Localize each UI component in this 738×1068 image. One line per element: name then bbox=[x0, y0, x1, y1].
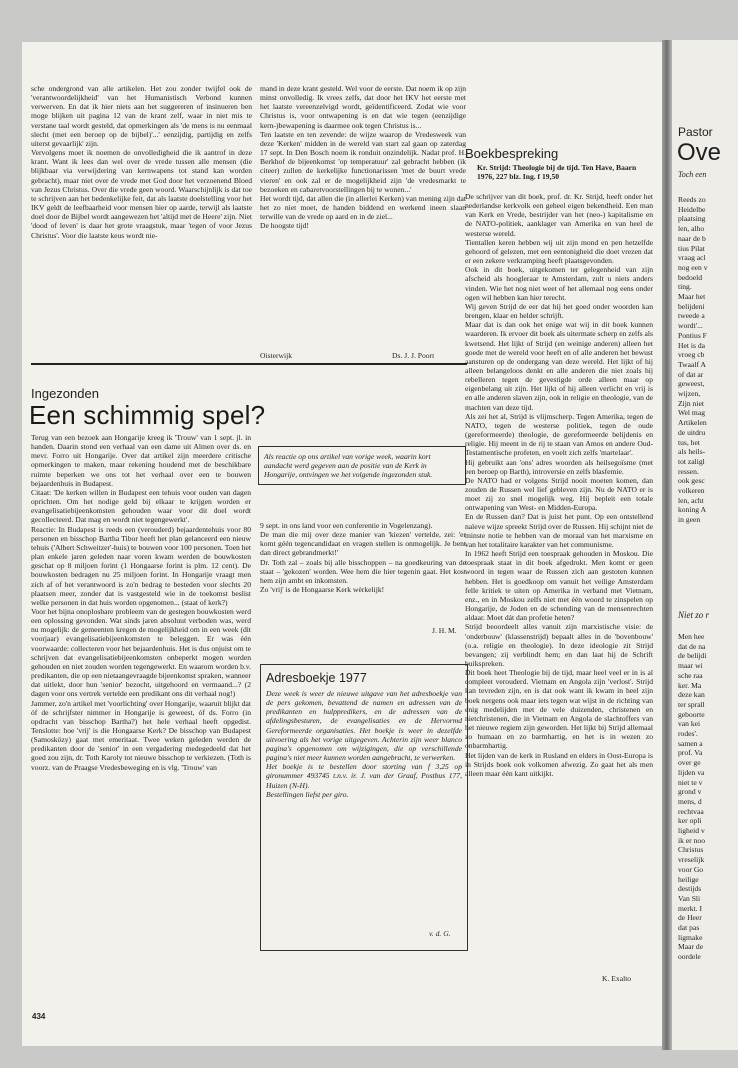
adresboekje-author: v. d. G. bbox=[429, 929, 451, 938]
book-reference: Kr. Strijd: Theologie bij de tijd. Ten Have, Baarn 1976, 227 blz. Ing. f 19,50 bbox=[477, 163, 637, 182]
right-line: van kei bbox=[678, 719, 701, 729]
right-line: vraag acl bbox=[678, 253, 706, 263]
boekbespreking-title: Boekbespreking bbox=[465, 146, 559, 161]
adresboekje-box bbox=[260, 664, 468, 951]
right-line: nog een v bbox=[678, 262, 708, 272]
right-line: geweest, bbox=[678, 379, 705, 389]
right-line: als heils- bbox=[678, 447, 706, 457]
right-line: vreselijk bbox=[678, 855, 705, 865]
adresboekje-body: Deze week is weer de nieuwe uitgave van het adresboekje van de pers gekomen, bevattend de namen en adressen van de predikanten en hulppredikers, en de adressen van de afdelingsbesturen, de evangelisaties en de Hervormd Gereformeerde organisaties. Het boekje is weer in dezelfde uitvoering als het vorige uitgegeven. Achterin zijn weer blanco pagina's opgenomen om wijzigingen, die op verschillende pagina's niet meer kunnen worden aangebracht, te verwerken. Het boekje is te bestellen door storting van f 3,25 op gironummer 493745 t.n.v. ir. J. van der Graaf, Postbus 177, Huizen (N-H). Bestellingen liefst per giro. bbox=[266, 689, 462, 799]
right-line: naar de b bbox=[678, 233, 706, 243]
right-subhead: Niet zo r bbox=[678, 610, 710, 620]
right-line: samen a bbox=[678, 738, 703, 748]
right-line: over ge bbox=[678, 758, 701, 768]
right-line: rechtvaa bbox=[678, 806, 704, 816]
right-line: geboorte bbox=[678, 709, 705, 719]
column-ingezonden-2: 9 sept. in ons land voor een conferentie in Vogelenzang). De man die mij over deze manier van 'kiezen' vertelde, zei: 'er komt géén tegencandidaat en vragen stellen is onmogelijk. Je bent dan direct gebrandmerkt!' Dr. Toth zal – zoals bij alle bisschoppen – na goedkeuring van de staat – 'gekozen' worden. Wee hem die hier tegenin gaat. Het kost hem zijn ambt en inkomsten. Zo 'vrij' is de Hongaarse Kerk wèrkelijk! bbox=[260, 521, 466, 595]
right-line: ressen. bbox=[678, 466, 699, 476]
right-line: deze kan bbox=[678, 690, 705, 700]
right-line: Het is da bbox=[678, 340, 705, 350]
right-line: ik er noo bbox=[678, 835, 705, 845]
right-line: heilige bbox=[678, 874, 699, 884]
right-line: ker. Ma bbox=[678, 680, 702, 690]
right-section-label: Pastor bbox=[678, 125, 713, 139]
column-boekbespreking: De schrijver van dit boek, prof. dr. Kr. Strijd, heeft onder het nederlandse kerkvolk een geheel eigen bekendheid. Een man van Kerk en Vrede, bestrijder van het (neo-) kapitalisme en de NATO-politiek, aanklager van Amerika en van heel de westerse wereld. Tientallen keren hebben wij uit zijn mond en pen hetzelfde gehoord of gelezen, met een eentonigheid die doet vrezen dat er een zekere verkramping heeft plaatsgevonden. Ook in dit boek, uitgekomen ter gelegenheid van zijn afscheid als hoogleraar te Amsterdam, zult u niets anders vinden. Wie het nog niet weet of het allemaal nog eens onder ogen wil hebben kan hier terecht. Wij geven Strijd de eer dat hij het goed onder woorden kan brengen, klaar en helder schrijft. Maar dat is dan ook het enige wat wij in dit boek kunnen waarderen. Ik ervoer dit boek als uitermate scherp en zelfs als kwetsend. Het lijkt of Strijd (en weinige anderen) alleen het goede met de wereld voor heeft en of alle anderen het bewust aansturen op de ondergang van deze wereld. Het lijkt of hij alleen belangeloos denkt en alle anderen die niet zoals hij rebelleren tegen de gevestigde orde alleen maar op eigenbelang uit zijn. Het lijkt of hij alleen verlicht en vrij is en alle anderen slaven zijn, ook in religie en theologie, van de machten van deze tijd. Als zei het al, Strijd is vlijmscherp. Tegen Amerika, tegen de NATO, tegen de westerse politiek, tegen de oude (gereformeerde) theologie, de gereformeerde belijdenis en religie. Hij meent in de rij te staan van Amos en andere Oud-Testamentische profeten, en voelt zich zelfs 'martelaar'. Hij gebruikt aan 'ons' adres woorden als heilsegoïsme (met een beroep op Barth), introversie en zelfs blasfemie. De NATO had er volgens Strijd nooit moeten komen, dan zouden de Russen wel lief gebleven zijn. Nu de NATO er is moet zij zo snel mogelijk weg. Hij bepleit een totale ontwapening van West- en Midden-Europa. En de Russen dan? Dat is juist het punt. Op een ontstellend naïeve wijze spreekt Strijd over de Russen. Hij schijnt niet de minste notie te hebben van de moraal van het marxisme en van het totalitaire karakter van het communisme. In 1962 heeft Strijd een toespraak gehouden in Moskou. Die toespraak staat in dit boek afgedrukt. Men komt er geen woord in tegen waar de Russen zich aan gestoten kunnen hebben. Het is goedkoop om vanuit het veilige Amsterdam felle kritiek te uiten op Amerika in verband met Vietnam, enz., en in Moskou zelfs niet met één woord te zinspelen op Hongarije, de Joden en de schending van de mensenrechten aldaar. Moet dát dan profetie heten? Strijd beoordeelt alles vanuit zijn marxistische visie: de 'onderbouw' (klassenstrijd) bepaalt alles in de 'bovenbouw' (o.a. religie en theologie). In deze ideologie zit Strijd bevangen; zij verblindt hem; en dan laat hij de Schrift buikspreken. Dit boek heet Theologie bij de tijd, maar heel veel er in is al compleet verouderd. Vietnam en Angola zijn 'verlost'. Strijd kan tevreden zijn, en is dat ook want ik kwam in heel zijn boek nergens ook maar iets tegen wat wijst in de richting van enig medelijden met de vele duizenden, christenen en nietchristenen, die in Vietnam en Angola de slachtoffers van het nieuwe regiem zijn geworden. Het lijkt bij Strijd allemaal zo humaan en zo barmhartig, en het is in wezen zo onbarmhartig. Het lijden van de kerk in Rusland en elders in Oost-Europa is in Strijds boek ook volkomen afwezig. Zo gaat het als men alleen maar één kant uitkijkt. bbox=[465, 192, 653, 778]
right-line: Heidelbe bbox=[678, 204, 706, 214]
ingezonden-author: J. H. M. bbox=[432, 626, 457, 635]
column-top-2: mand in deze krant gesteld. Wel voor de eerste. Dat noem ik op zijn minst onvolledig. Ik vrees zelfs, dat door het IKV het eerste met het laatste vereenzelvigd wordt, geïdentificeerd. Zodat wie voor Christus is, voor ontwapening is en dat wie tegen (eenzijdige kern-)bewapening is daarmee ook tegen Christus is... Ten laatste en ten zevende: de wijze waarop de Vredesweek van deze 'Kerken' midden in de wereld van start zal gaan op zaterdag 17 sept. In Den Bosch noem ik ronduit onzindelijk. Nadat prof. H. Berkhof de bijeenkomst 'op temperatuur' zal gebracht hebben (ik citeer) zullen de kerkelijke functionarissen 'met de buurt vrede vieren' en ook zal er de mogelijkheid zijn 'de vredesmarkt te bezoeken en cabaretvoorstellingen bij te wonen...' Het wordt tijd, dat allen die (in allerlei Kerken) van mening zijn dat het zo niet moet, de handen biddend en werkend ineen slaan terwille van de vrede op aard en in de ziel... De hoogste tijd! bbox=[260, 84, 466, 231]
right-line: lijden va bbox=[678, 767, 705, 777]
right-line: ligmake bbox=[678, 932, 703, 942]
right-line: dat de na bbox=[678, 641, 706, 651]
right-line: ligheid v bbox=[678, 826, 705, 835]
editor-note-box: Als reactie op ons artikel van vorige week, waarin kort aandacht werd gegeven aan de positie van de Kerk in Hongarije, ontvingen we het volgende ingezonden stuk. bbox=[258, 446, 466, 485]
right-line: of dat ar bbox=[678, 369, 704, 379]
right-line: destijds bbox=[678, 884, 702, 894]
right-line: tot zaligl bbox=[678, 456, 705, 466]
right-line: Maar de bbox=[678, 942, 704, 952]
right-line: mens, d bbox=[678, 796, 702, 806]
right-line: voor Go bbox=[678, 864, 704, 874]
right-line: dat pas bbox=[678, 923, 700, 932]
right-line: len, acht bbox=[678, 495, 704, 505]
right-line: Christus bbox=[678, 845, 704, 855]
right-line: ker opli bbox=[678, 816, 702, 826]
right-line: prof. Va bbox=[678, 748, 703, 758]
letter-place: Oisterwijk bbox=[260, 351, 293, 360]
right-line: Twaalf A bbox=[678, 359, 706, 369]
right-line: Wel mag bbox=[678, 408, 706, 418]
right-line: maar wi bbox=[678, 661, 703, 671]
boekbespreking-author: K. Exalto bbox=[602, 974, 632, 983]
right-line: tius Pilat bbox=[678, 243, 705, 253]
adresboekje-title: Adresboekje 1977 bbox=[266, 671, 367, 685]
right-line: wordt'... bbox=[678, 321, 703, 331]
right-line: Artikelen bbox=[678, 418, 707, 428]
right-line: niet te v bbox=[678, 777, 703, 787]
right-line: Reeds zo bbox=[678, 195, 706, 204]
right-line: tweede a bbox=[678, 311, 705, 321]
right-line: ting. bbox=[678, 282, 692, 292]
right-line: Zijn niet bbox=[678, 398, 704, 408]
right-line: belijdeni bbox=[678, 301, 705, 311]
right-line: de belijdi bbox=[678, 651, 707, 661]
right-line: bedoeld bbox=[678, 272, 703, 282]
right-line: vroeg cb bbox=[678, 350, 705, 360]
column-top-1: sche ondergrond van alle artikelen. Het zou zonder twijfel ook de 'verantwoordelijkheid' van het Humanistisch Verbond kunnen verwerven. En dat ik hier niets aan het suggereren of insinueren ben moge blijken uit pagina 12 van de krant zelf, waar in niet mis te verstane taal wordt gesteld, dat opmerkingen als 'de mens is nu eenmaal slecht (met een beroep op de bijbel)'...' eenzijdig, partijdig en zelfs uiterst gevaarlijk' zijn. Vervolgens moet ik noemen de onvolledigheid die ik aantrof in deze krant. Want ik lees dan wel over de vrede tussen alle mensen (die blijkbaar via verwijdering van kernwapens tot stand kan worden gebracht), maar niet over de vrede met God door het verzoenend Bloed van Jezus Christus. Over die vrede geen woord. Waarschijnlijk is dat toe te schrijven aan het bedenkelijke feit, dat als laatste doelstelling voor het IKV geldt de leefbaarheid voor mensen hier op aarde, terwijl als laatste doel door de Bijbel wordt aangewezen het 'altijd met de Heere' zijn. Niet 'dood of leven' is daar het grote vraagstuk, maar 'tegen of voor Jezus Christus'. Voor die laatste keus wordt nie- bbox=[31, 84, 252, 240]
right-line: Van Sli bbox=[678, 893, 701, 903]
right-line: koning A bbox=[678, 505, 707, 515]
page-gutter bbox=[662, 40, 672, 1050]
right-line: de Heer bbox=[678, 913, 702, 923]
right-line: Men hee bbox=[678, 632, 705, 641]
right-line: merkt. I bbox=[678, 903, 703, 913]
section-label: Ingezonden bbox=[31, 386, 99, 401]
right-line: ook gesc bbox=[678, 476, 705, 486]
right-line: de uitdru bbox=[678, 427, 706, 437]
page-number: 434 bbox=[32, 1012, 46, 1021]
right-line: oordele bbox=[678, 952, 701, 962]
right-article-title: Ove bbox=[677, 139, 722, 166]
right-line: Maar het bbox=[678, 292, 706, 301]
right-line: in geen bbox=[678, 515, 701, 525]
right-line: volkeren bbox=[678, 486, 705, 495]
right-line: grond v bbox=[678, 787, 702, 797]
divider-rule bbox=[31, 363, 467, 365]
right-line: sche raa bbox=[678, 670, 703, 680]
right-line: rodes'. bbox=[678, 729, 698, 738]
column-ingezonden-1: Terug van een bezoek aan Hongarije kreeg ik 'Trouw' van 1 sept. jl. in handen. Daarin stond een verhaal van een dame uit Almen over ds. en mevr. Forro uit Hongarije. Over dat artikel zijn meerdere critische opmerkingen te maken, maar rekening houdend met de beschikbare ruimte beperken we ons tot het verhaal over een te bouwen bejaardenhuis in Budapest. Citaat: 'De kerken willen in Budapest een tehuis voor ouden van dagen oprichten. Om het nodige geld bij elkaar te krijgen worden er evangelisatiebijeenkomsten gehouden waar voor dit doel wordt gecollecteerd. Dat mag en wordt niet tegengewerkt'. Reactie: In Budapest is reeds een (verouderd) bejaardentehuis voor 80 personen en bisschop Bartha Tibor heeft het plan gelanceerd een nieuw tehuis ('Albert Schweitzer'-huis) te bouwen voor 100 personen. Toen het plan enkele jaren geleden naar voren kwam werden de bouwkosten geschat op 8 miljoen forint (1 Hongaarse forint is plm. 12 cent). De bouwkosten bedragen nu 25 miljoen forint. In Hongarije vraagt men zich af of het verantwoord is zo'n bedrag te besteden voor slechts 20 plaatsen meer, zonder dat is vastgesteld wie in de toekomst beslist welke personen in dat huis worden opgenomen... (staat of kerk?) Voor het bijna onoplosbare probleem van de gestegen bouwkosten werd een oplossing gevonden. Wat sinds jaren absoluut verboden was, werd nu mogelijk: de gemeenten kregen de mogelijkheid om in een week (dit voorjaar) evangelisatiebijeenkomsten te beleggen. Er was één voorwaarde: collecteren voor het bejaardenhuis. Het is dus onjuist om te schrijven dat evangelisatiebijeenkomsten onbeperkt mogen worden gehouden en niet zouden worden tegengewerkt. En waarom worden b.v. predikanten, die op een nietaangevraagde bijeenkomst spraken, wanneer dat uitlekt, door hun 'senior' bezocht, uitgehoord en vermaand...? (2 dagen voor ons vertrek vertelde een predikant ons dit verhaal nog!) Jammer, zo'n artikel met 'voorlichting' over Hongarije, waaruit blijkt dat óf de schrijfster nimmer in Hongarije is geweest, óf ds. Forro (in opdracht van bisschop Bartha?) het hele verhaal heeft opgedist. Tenslotte: hoe 'vrij' is die Hongaarse Kerk? De bisschop van Budapest (Samosközy) gaat met emeritaat. Twee weken geleden werden de predikanten door de 'senior' in een vergadering medegedeeld dat het goed zou zijn, dr. Toth Karoly tot nieuwe bisschop te verkiezen. (Toth is voorz. van de Praagse Vredesbeweging en is vlg. 'Trouw' van bbox=[31, 433, 251, 772]
right-line: len, alho bbox=[678, 224, 705, 234]
right-line: ter sprall bbox=[678, 699, 705, 709]
right-subtitle: Toch een bbox=[678, 170, 707, 179]
newspaper-page-right bbox=[672, 40, 738, 1050]
right-line: wijzen, bbox=[678, 389, 701, 398]
newspaper-page-left bbox=[22, 42, 662, 1046]
right-line: Pontius F bbox=[678, 330, 707, 340]
article-title: Een schimmig spel? bbox=[29, 400, 266, 430]
right-line: tus, het bbox=[678, 437, 700, 447]
right-line: plaatsing bbox=[678, 214, 706, 224]
letter-author: Ds. J. J. Poort bbox=[392, 351, 435, 360]
